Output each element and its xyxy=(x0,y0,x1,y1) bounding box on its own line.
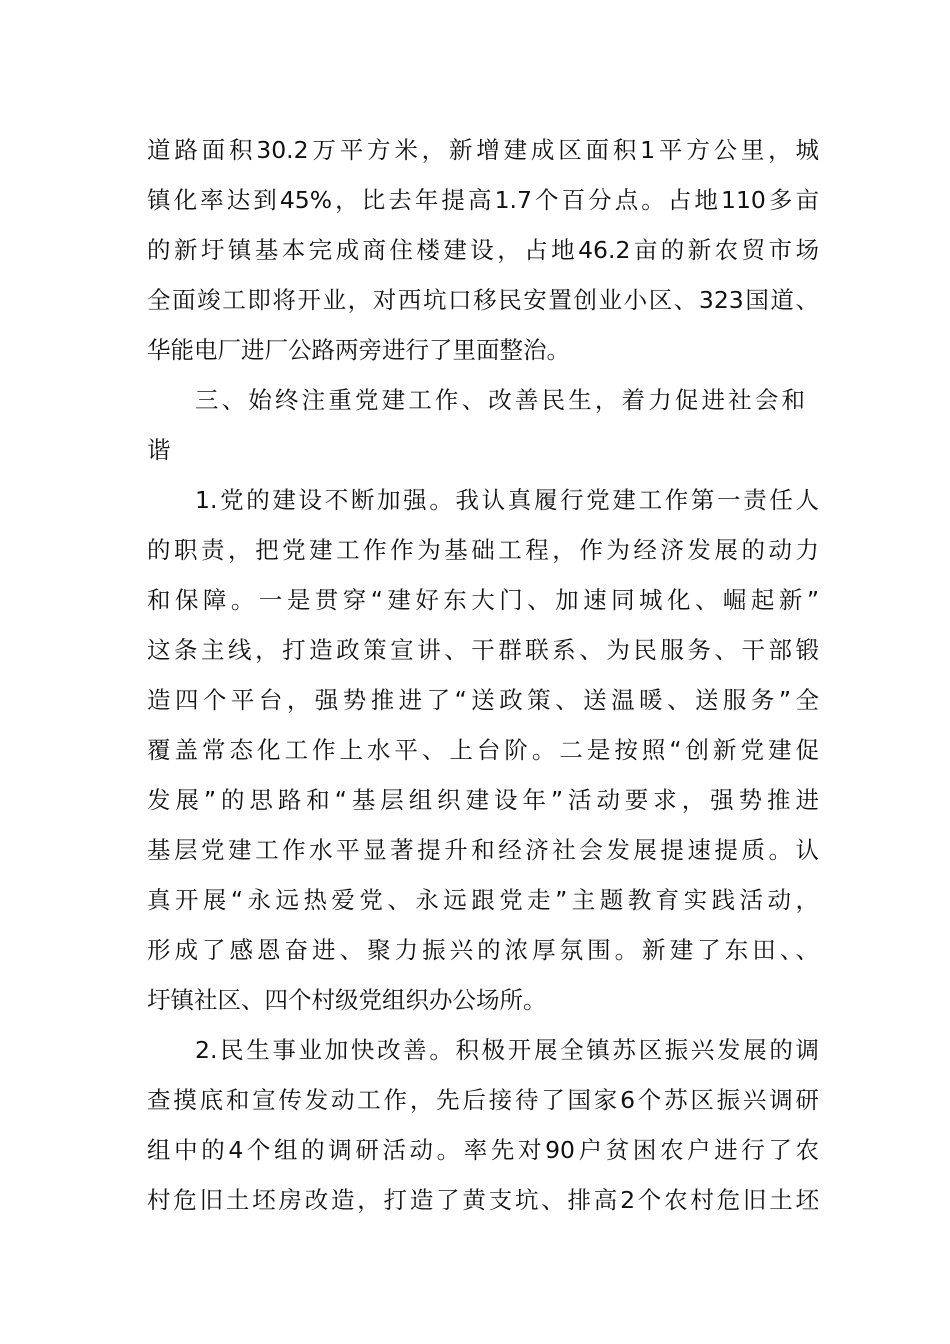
paragraph-line: 道路面积30.2万平方米，新增建成区面积1平方公里，城 xyxy=(147,136,819,164)
paragraph-line: 形成了感恩奋进、聚力振兴的浓厚氛围。新建了东田、、 xyxy=(147,936,819,964)
subsection-heading-line: 2.民生事业加快改善。积极开展全镇苏区振兴发展的调 xyxy=(195,1036,819,1064)
paragraph-line: 的职责，把党建工作作为基础工程，作为经济发展的动力 xyxy=(147,536,819,564)
paragraph-line: 真开展“永远热爱党、永远跟党走”主题教育实践活动， xyxy=(147,886,819,914)
paragraph-line: 造四个平台，强势推进了“送政策、送温暖、送服务”全 xyxy=(147,686,819,714)
paragraph-line: 圩镇社区、四个村级党组织办公场所。 xyxy=(147,986,547,1014)
paragraph-line: 村危旧土坯房改造，打造了黄支坑、排高2个农村危旧土坯 xyxy=(147,1186,819,1214)
paragraph-line: 全面竣工即将开业，对西坑口移民安置创业小区、323国道、 xyxy=(147,286,819,314)
section-heading: 三、始终注重党建工作、改善民生，着力促进社会和 xyxy=(195,386,805,414)
paragraph-line: 华能电厂进厂公路两旁进行了里面整治。 xyxy=(147,336,570,364)
section-heading-continuation: 谐 xyxy=(147,436,171,464)
paragraph-line: 组中的4个组的调研活动。率先对90户贫困农户进行了农 xyxy=(147,1136,819,1164)
paragraph-line: 发展”的思路和“基层组织建设年”活动要求，强势推进 xyxy=(147,786,819,814)
paragraph-line: 基层党建工作水平显著提升和经济社会发展提速提质。认 xyxy=(147,836,819,864)
paragraph-line: 的新圩镇基本完成商住楼建设，占地46.2亩的新农贸市场 xyxy=(147,236,819,264)
paragraph-line: 这条主线，打造政策宣讲、干群联系、为民服务、干部锻 xyxy=(147,636,819,664)
paragraph-line: 覆盖常态化工作上水平、上台阶。二是按照“创新党建促 xyxy=(147,736,819,764)
paragraph-line: 镇化率达到45%，比去年提高1.7个百分点。占地110多亩 xyxy=(147,186,819,214)
paragraph-line: 和保障。一是贯穿“建好东大门、加速同城化、崛起新” xyxy=(147,586,819,614)
subsection-heading-line: 1.党的建设不断加强。我认真履行党建工作第一责任人 xyxy=(195,486,819,514)
paragraph-line: 查摸底和宣传发动工作，先后接待了国家6个苏区振兴调研 xyxy=(147,1086,819,1114)
